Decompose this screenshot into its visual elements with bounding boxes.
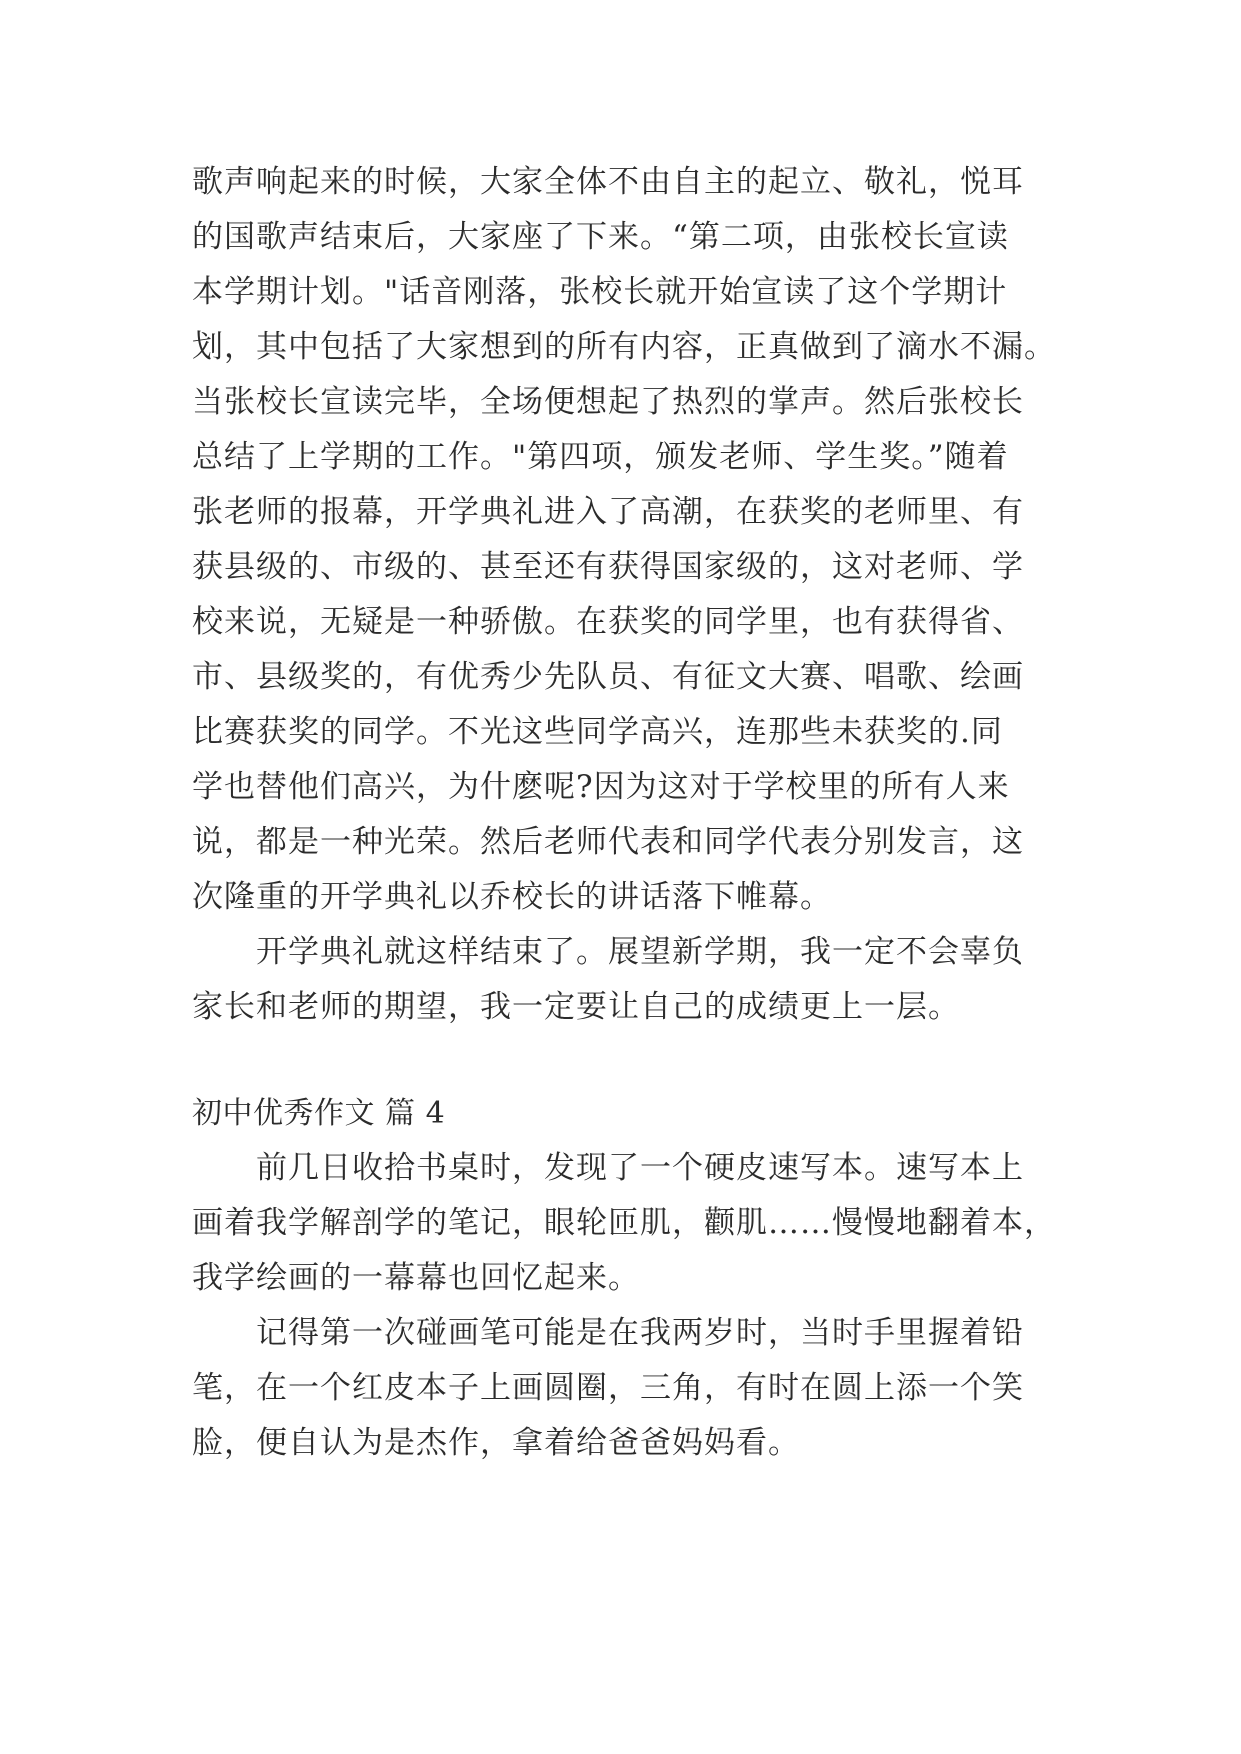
text-line: 本学期计划。"话音刚落，张校长就开始宣读了这个学期计 (192, 274, 1008, 310)
text-line: 的国歌声结束后，大家座了下来。“第二项，由张校长宣读 (192, 219, 1009, 255)
text-line: 张老师的报幕，开学典礼进入了高潮，在获奖的老师里、有 (192, 494, 1024, 530)
text-line: 我学绘画的一幕幕也回忆起来。 (192, 1260, 640, 1296)
text-line: 校来说，无疑是一种骄傲。在获奖的同学里，也有获得省、 (192, 604, 1024, 640)
text-line: 记得第一次碰画笔可能是在我两岁时，当时手里握着铅 (256, 1315, 1024, 1351)
text-line: 开学典礼就这样结束了。展望新学期，我一定不会辜负 (256, 934, 1024, 970)
text-line: 获县级的、市级的、甚至还有获得国家级的，这对老师、学 (192, 549, 1024, 585)
text-line: 总结了上学期的工作。"第四项，颁发老师、学生奖。”随着 (192, 439, 1009, 475)
text-line: 划，其中包括了大家想到的所有内容，正真做到了滴水不漏。 (192, 329, 1056, 365)
text-line: 说，都是一种光荣。然后老师代表和同学代表分别发言，这 (192, 824, 1024, 860)
text-line: 脸，便自认为是杰作，拿着给爸爸妈妈看。 (192, 1425, 800, 1461)
text-line: 笔，在一个红皮本子上画圆圈，三角，有时在圆上添一个笑 (192, 1370, 1024, 1406)
text-line: 前几日收拾书桌时，发现了一个硬皮速写本。速写本上 (256, 1150, 1024, 1186)
text-line: 次隆重的开学典礼以乔校长的讲话落下帷幕。 (192, 879, 832, 915)
text-line: 画着我学解剖学的笔记，眼轮匝肌，颧肌……慢慢地翻着本， (192, 1205, 1056, 1241)
section-heading: 初中优秀作文 篇 4 (192, 1096, 446, 1131)
text-line: 歌声响起来的时候，大家全体不由自主的起立、敬礼，悦耳 (192, 164, 1024, 200)
text-line: 当张校长宣读完毕，全场便想起了热烈的掌声。然后张校长 (192, 384, 1024, 420)
text-line: 学也替他们高兴，为什麽呢?因为这对于学校里的所有人来 (192, 769, 1010, 805)
text-line: 家长和老师的期望，我一定要让自己的成绩更上一层。 (192, 989, 960, 1025)
text-line: 比赛获奖的同学。不光这些同学高兴，连那些未获奖的.同 (192, 714, 1003, 750)
text-line: 市、县级奖的，有优秀少先队员、有征文大赛、唱歌、绘画 (192, 659, 1024, 695)
